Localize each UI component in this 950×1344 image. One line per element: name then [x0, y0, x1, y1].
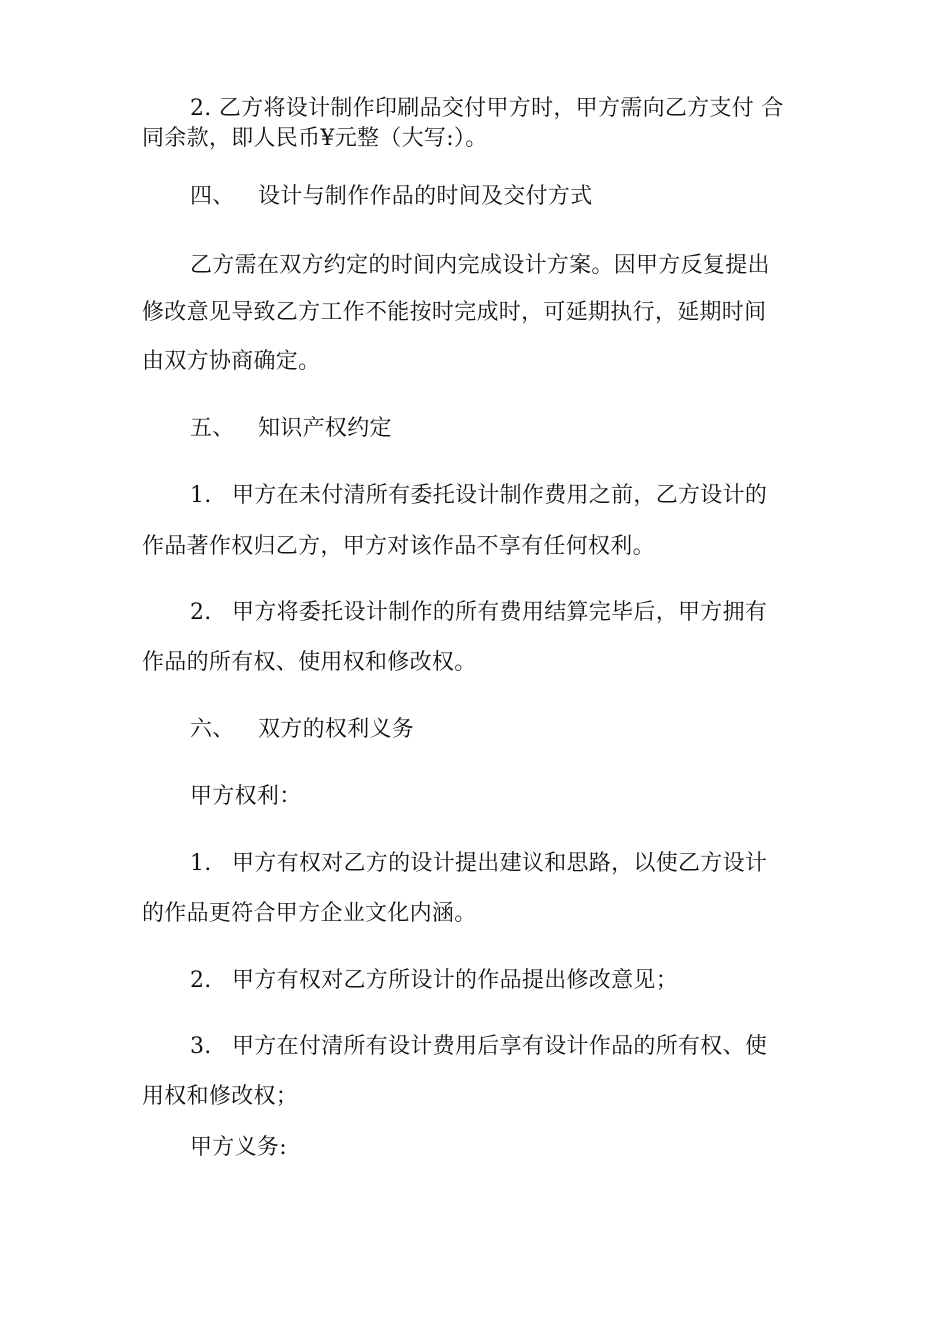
paragraph-schedule-line-2 [142, 298, 822, 328]
text: 甲方有权对乙方所设计的作品提出修改意见； [232, 968, 679, 993]
paragraph-schedule-line-1 [190, 251, 822, 281]
section-heading-4 [190, 182, 822, 212]
paragraph-payment-line-2 [142, 124, 822, 154]
subheading-party-a-obligations [190, 1133, 822, 1163]
paragraph-schedule-line-3 [142, 347, 822, 377]
clause-ip-2-line-2 [142, 648, 822, 678]
clause-ip-2-line-1 [190, 598, 822, 628]
text: 甲方有权对乙方的设计提出建议和思路，以使乙方设计 [232, 851, 768, 876]
text: 作品著作权归乙方，甲方对该作品不享有任何权利。 [142, 534, 655, 559]
text: 甲方在未付清所有委托设计制作费用之前，乙方设计的 [232, 483, 768, 508]
clause-rights-1-line-2 [142, 899, 822, 929]
section-title: 知识产权约定 [258, 416, 392, 441]
section-heading-5 [190, 414, 822, 444]
clause-rights-3-line-1 [190, 1032, 822, 1062]
text: 乙方需在双方约定的时间内完成设计方案。因甲方反复提出 [190, 253, 770, 278]
clause-number: 2. [190, 968, 212, 993]
clause-number: 2. [190, 600, 212, 625]
text: 用权和修改权； [142, 1084, 299, 1109]
subheading-party-a-rights [190, 782, 822, 812]
clause-rights-3-line-2 [142, 1082, 822, 1112]
section-number: 六、 [190, 717, 235, 742]
text: 同余款，即人民币¥元整（大写:）。 [142, 126, 488, 151]
text: 由双方协商确定。 [142, 349, 321, 374]
text: 作品的所有权、使用权和修改权。 [142, 650, 477, 675]
text: 甲方义务: [190, 1135, 287, 1160]
section-title: 设计与制作作品的时间及交付方式 [258, 184, 593, 209]
text: 甲方将委托设计制作的所有费用结算完毕后，甲方拥有 [232, 600, 768, 625]
section-title: 双方的权利义务 [258, 717, 415, 742]
text: 甲方权利： [190, 784, 302, 809]
paragraph-payment-line-1 [190, 94, 822, 124]
text: 甲方在付清所有设计费用后享有设计作品的所有权、使 [232, 1034, 768, 1059]
section-heading-6 [190, 715, 822, 745]
clause-ip-1-line-2 [142, 532, 822, 562]
clause-ip-1-line-1 [190, 481, 822, 511]
clause-number: 3. [190, 1034, 212, 1059]
text: 修改意见导致乙方工作不能按时完成时，可延期执行，延期时间 [142, 300, 767, 325]
section-number: 五、 [190, 416, 235, 441]
clause-rights-2 [190, 966, 822, 996]
clause-number: 1. [190, 483, 212, 508]
section-number: 四、 [190, 184, 235, 209]
clause-rights-1-line-1 [190, 849, 822, 879]
text: 2. 乙方将设计制作印刷品交付甲方时，甲方需向乙方支付 合 [190, 96, 784, 121]
clause-number: 1. [190, 851, 212, 876]
text: 的作品更符合甲方企业文化内涵。 [142, 901, 477, 926]
